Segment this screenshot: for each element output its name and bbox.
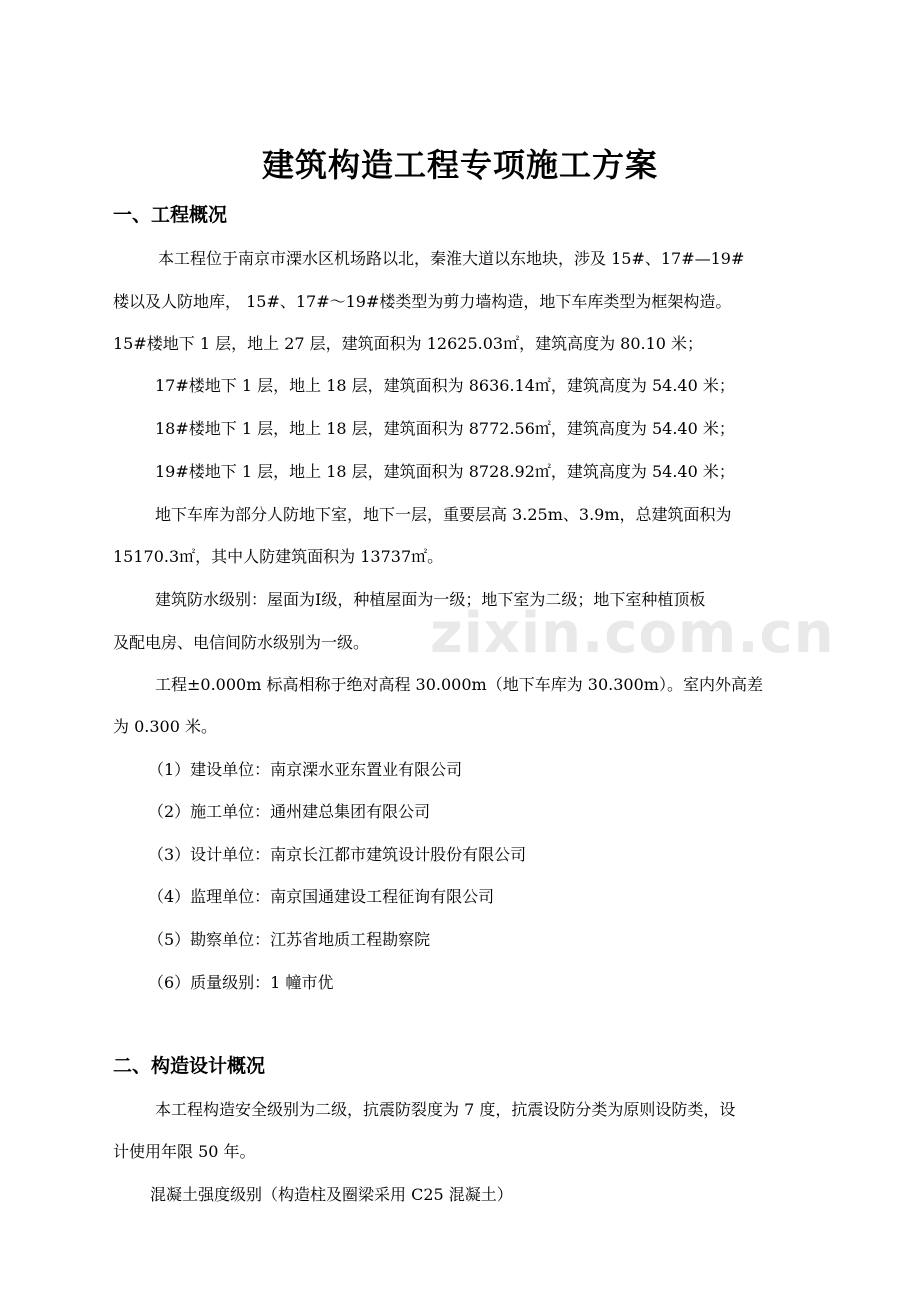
paragraph-line: 计使用年限 50 年。 — [113, 1142, 256, 1161]
paragraph-line: 18#楼地下 1 层，地上 18 层，建筑面积为 8772.56㎡，建筑高度为 54.40 米； — [155, 419, 735, 438]
list-item-owner: （1）建设单位：南京溧水亚东置业有限公司 — [148, 760, 463, 779]
document-title: 建筑构造工程专项施工方案 — [261, 146, 658, 184]
paragraph-line: 19#楼地下 1 层，地上 18 层，建筑面积为 8728.92㎡，建筑高度为 54.40 米； — [155, 462, 735, 481]
list-item-quality: （6）质量级别：1 幢市优 — [148, 973, 334, 992]
paragraph-line: 本工程位于南京市溧水区机场路以北，秦淮大道以东地块，涉及 15#、17#—19# — [158, 249, 745, 268]
paragraph-line: 15#楼地下 1 层，地上 27 层，建筑面积为 12625.03㎡，建筑高度为 80.10 米； — [113, 334, 704, 353]
paragraph-line: 本工程构造安全级别为二级，抗震防裂度为 7 度，抗震设防分类为原则设防类，设 — [155, 1100, 736, 1119]
paragraph-line: 17#楼地下 1 层，地上 18 层，建筑面积为 8636.14㎡，建筑高度为 54.40 米； — [155, 376, 735, 395]
list-item-contractor: （2）施工单位：通州建总集团有限公司 — [148, 802, 431, 821]
paragraph-line: 及配电房、电信间防水级别为一级。 — [113, 633, 370, 652]
paragraph-line: 15170.3㎡，其中人防建筑面积为 13737㎡。 — [113, 547, 444, 566]
section-heading-structure: 二、构造设计概况 — [113, 1055, 266, 1077]
watermark: zixin.com.cn — [430, 601, 835, 666]
paragraph-line: 建筑防水级别：屋面为Ⅰ级，种植屋面为一级；地下室为二级；地下室种植顶板 — [155, 590, 706, 609]
paragraph-line: 混凝土强度级别（构造柱及圈梁采用 C25 混凝土） — [150, 1185, 513, 1204]
section-heading-overview: 一、工程概况 — [113, 204, 228, 226]
list-item-supervisor: （4）监理单位：南京国通建设工程征询有限公司 — [148, 887, 495, 906]
paragraph-line: 地下车库为部分人防地下室，地下一层，重要层高 3.25m、3.9m，总建筑面积为 — [155, 505, 732, 524]
list-item-designer: （3）设计单位：南京长江都市建筑设计股份有限公司 — [148, 845, 527, 864]
paragraph-line: 楼以及人防地库， 15#、17#～19#楼类型为剪力墙构造，地下车库类型为框架构造。 — [113, 292, 732, 311]
paragraph-line: 为 0.300 米。 — [113, 717, 217, 736]
list-item-surveyor: （5）勘察单位：江苏省地质工程勘察院 — [148, 930, 431, 949]
paragraph-line: 工程±0.000m 标高相称于绝对高程 30.000m（地下车库为 30.300m）。室内外高差 — [155, 675, 763, 694]
